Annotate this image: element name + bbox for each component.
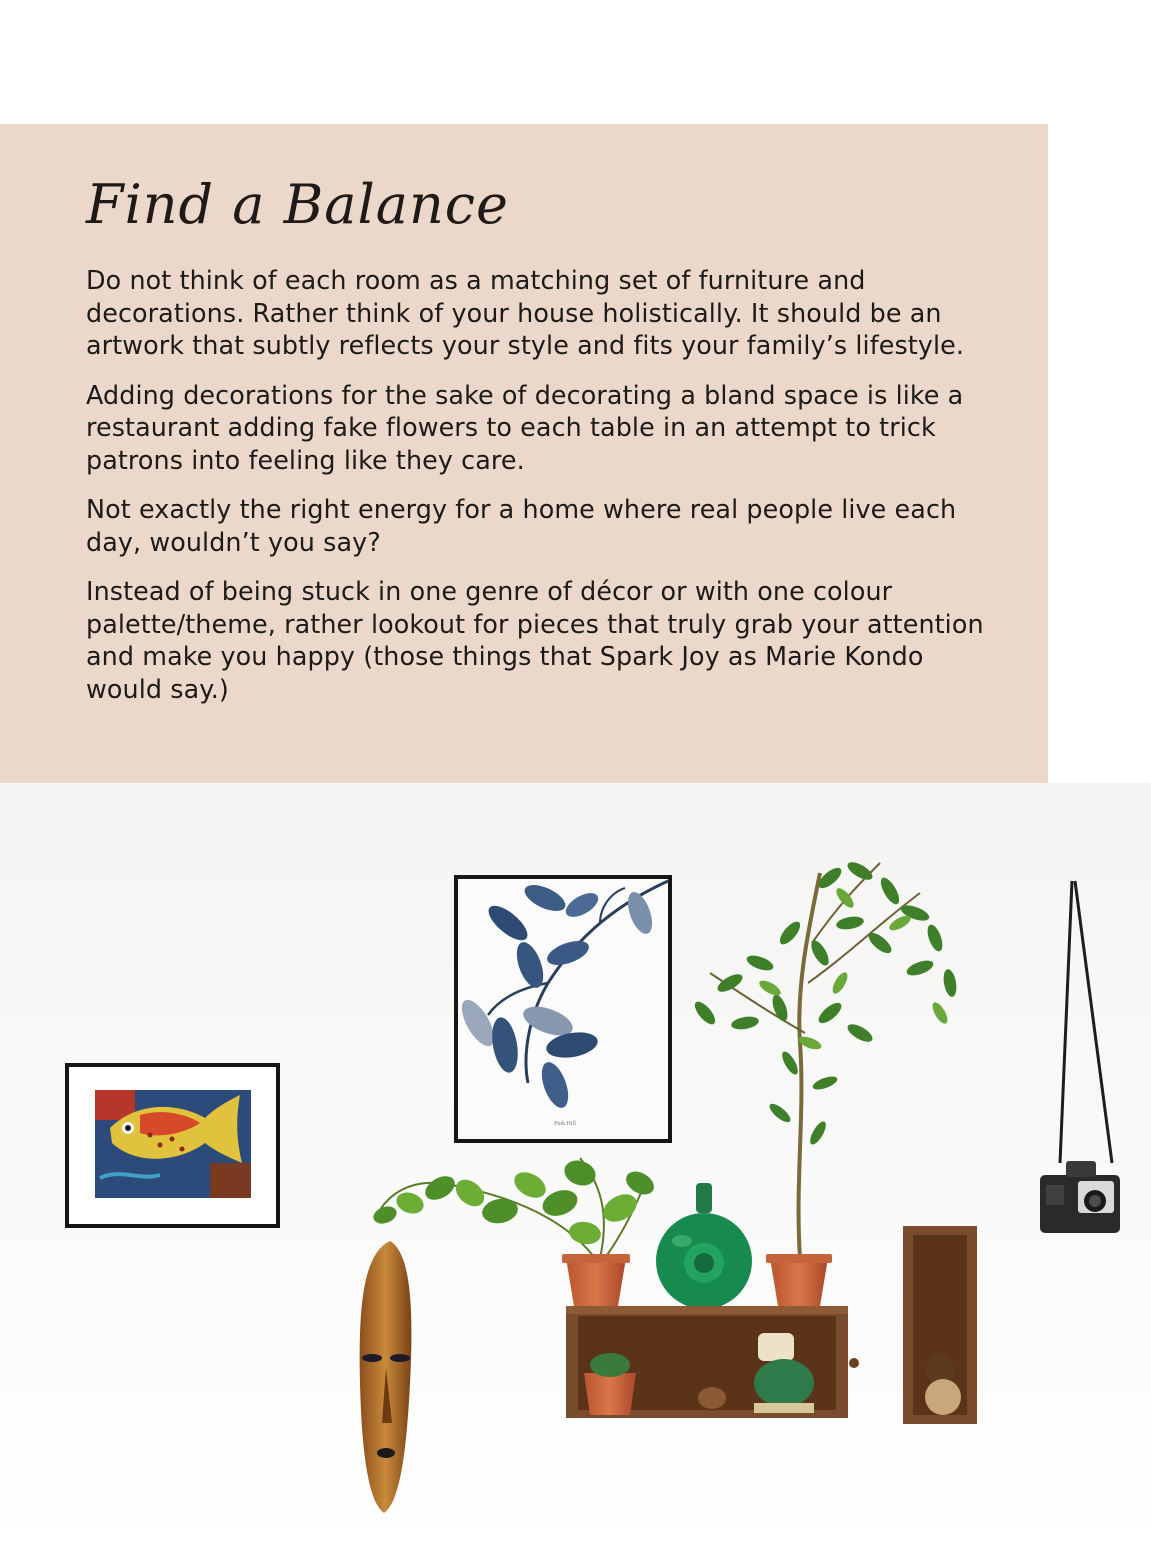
pot-right [770, 1258, 828, 1306]
pot-left [566, 1258, 626, 1306]
page-title: Find a Balance [86, 173, 509, 236]
fish-painting [67, 1065, 278, 1226]
paragraph-2: Adding decorations for the sake of decorating a bland space is like a restaurant adding fake flowers to each table in an attempt to trick patrons into feeling like they care. [86, 379, 964, 475]
poster-caption: Pink Hill [554, 1121, 576, 1127]
leaf-poster [455, 877, 670, 1141]
body-text [86, 264, 1006, 722]
drawer-shelf [566, 1306, 859, 1418]
wall-decor-photo [0, 783, 1151, 1559]
narrow-box [903, 1226, 977, 1424]
paragraph-1: Do not think of each room as a matching set of furniture and decorations. Rather think of your house holistically. It should be an artwork that subtly reflects your style and fits your family’s lifestyle. [86, 265, 965, 360]
paragraph-3: Not exactly the right energy for a home where real people live each day, wouldn’t you say? [86, 494, 957, 557]
paragraph-4: Instead of being stuck in one genre of décor or with one colour palette/theme, rather lookout for pieces that truly grab your attention and make you happy (those things that Spark Joy as Marie Kondo would say.) [86, 576, 984, 704]
